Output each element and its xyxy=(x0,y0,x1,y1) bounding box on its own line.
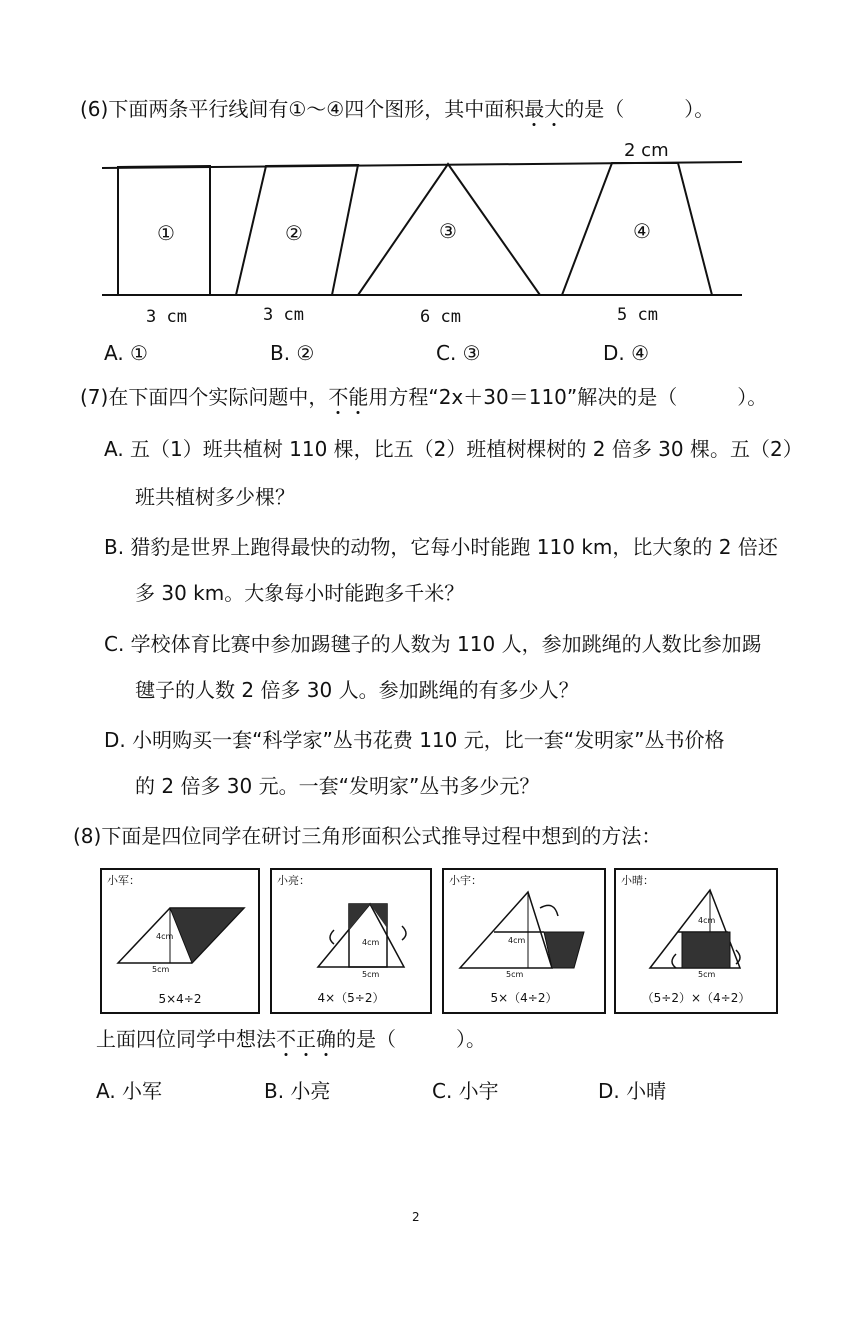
rotate-arrow-left xyxy=(672,954,676,968)
q7-option-a-line1[interactable]: A. 五（1）班共植树 110 棵，比五（2）班植树棵树的 2 倍多 30 棵。五（2） xyxy=(104,437,803,461)
shape-3-base-label: 6 cm xyxy=(420,307,461,327)
rotate-arrow-left xyxy=(330,930,334,944)
panel-xiaojun-name: 小军： xyxy=(107,874,140,887)
q8-emph-3: 确 xyxy=(316,1027,336,1051)
q7-option-d-line1[interactable]: D. 小明购买一套“科学家”丛书花费 110 元，比一套“发明家”丛书价格 xyxy=(104,728,725,752)
shape-1-label: ① xyxy=(157,221,175,245)
panel-xiaoliang xyxy=(270,868,432,1014)
shape-1-base-label: 3 cm xyxy=(146,307,187,327)
q6-option-d[interactable]: D. ④ xyxy=(603,341,650,365)
q6-question xyxy=(80,96,714,122)
panel-xiaojun-formula: 5×4÷2 xyxy=(158,992,202,1006)
panel-xiaoqing xyxy=(614,868,778,1014)
q8-option-d[interactable]: D. 小晴 xyxy=(598,1079,667,1103)
q7-question xyxy=(80,384,767,410)
q6-text-post: 的是（ ）。 xyxy=(564,97,715,121)
shaded-corner-right xyxy=(370,904,387,928)
panel-xiaoyu-height: 4cm xyxy=(508,936,526,945)
q7-option-c-line1[interactable]: C. 学校体育比赛中参加踢毽子的人数为 110 人，参加跳绳的人数比参加踢 xyxy=(104,632,762,656)
panel-xiaojun xyxy=(100,868,260,1014)
shape-2-label: ② xyxy=(285,221,303,245)
triangle xyxy=(460,892,552,968)
q7-option-a-line2: 班共植树多少棵？ xyxy=(135,485,295,509)
q6-emph-2: 大 xyxy=(544,97,565,121)
shaded-rectangle xyxy=(682,932,730,968)
panel-xiaojun-figure xyxy=(102,870,258,1012)
rotate-arrow-right xyxy=(736,950,740,964)
q6-option-a[interactable]: A. ① xyxy=(104,341,148,365)
q8-emph-1: 不 xyxy=(276,1027,296,1051)
q6-text-pre: (6)下面两条平行线间有①～④四个图形，其中面积 xyxy=(80,97,525,121)
shaded-triangle xyxy=(170,908,244,963)
q7-option-b-line2: 多 30 km。大象每小时能跑多千米？ xyxy=(135,581,465,605)
q8-question-post: 的是（ ）。 xyxy=(336,1027,486,1051)
panel-xiaoyu-base: 5cm xyxy=(506,970,524,979)
q6-top-label: 2 cm xyxy=(624,140,669,161)
q7-emph-1: 不 xyxy=(328,385,349,409)
q8-question: (8)下面是四位同学在研讨三角形面积公式推导过程中想到的方法： xyxy=(73,824,662,848)
q7-option-c-line2: 毽子的人数 2 倍多 30 人。参加跳绳的有多少人？ xyxy=(135,678,579,702)
q7-emph-2: 能 xyxy=(348,385,369,409)
q7-option-b-line1[interactable]: B. 猎豹是世界上跑得最快的动物，它每小时能跑 110 km，比大象的 2 倍还 xyxy=(104,535,778,559)
panel-xiaoliang-formula: 4×（5÷2） xyxy=(317,991,385,1005)
panel-xiaoliang-base: 5cm xyxy=(362,970,380,979)
q6-figure xyxy=(100,158,750,303)
panel-xiaojun-base: 5cm xyxy=(152,965,170,974)
panel-xiaoyu xyxy=(442,868,606,1014)
shape-4-label: ④ xyxy=(633,219,651,243)
panel-xiaoqing-name: 小晴： xyxy=(621,874,654,887)
q8-question-pre: 上面四位同学中想法 xyxy=(96,1027,276,1051)
panel-xiaoyu-name: 小宇： xyxy=(449,874,482,887)
rotate-arrow xyxy=(540,905,558,916)
rotate-arrow-right xyxy=(402,926,406,940)
panel-xiaoyu-formula: 5×（4÷2） xyxy=(490,991,558,1005)
q8-emph-2: 正 xyxy=(296,1027,316,1051)
q7-option-d-line2: 的 2 倍多 30 元。一套“发明家”丛书多少元？ xyxy=(135,774,540,798)
q8-option-c[interactable]: C. 小宇 xyxy=(432,1079,499,1103)
panel-xiaoliang-height: 4cm xyxy=(362,938,380,947)
panel-xiaoqing-base: 5cm xyxy=(698,970,716,979)
panel-xiaoliang-name: 小亮： xyxy=(277,874,310,887)
q7-text-pre: (7)在下面四个实际问题中， xyxy=(80,385,329,409)
q7-text-post: 用方程“2x＋30＝110”解决的是（ ）。 xyxy=(368,385,768,409)
q8-option-b[interactable]: B. 小亮 xyxy=(264,1079,331,1103)
q8-option-a[interactable]: A. 小军 xyxy=(96,1079,163,1103)
shape-2-base-label: 3 cm xyxy=(263,305,304,325)
panel-xiaoqing-height: 4cm xyxy=(698,916,716,925)
panel-xiaoqing-formula: （5÷2）×（4÷2） xyxy=(641,991,751,1005)
shape-3-label: ③ xyxy=(439,219,457,243)
panel-xiaojun-height: 4cm xyxy=(156,932,174,941)
q6-emph-1: 最 xyxy=(524,97,545,121)
q6-option-b[interactable]: B. ② xyxy=(270,341,315,365)
q6-option-c[interactable]: C. ③ xyxy=(436,341,481,365)
shape-4-base-label: 5 cm xyxy=(617,305,658,325)
page-number: 2 xyxy=(412,1210,420,1224)
q8-sub-question xyxy=(96,1026,486,1052)
